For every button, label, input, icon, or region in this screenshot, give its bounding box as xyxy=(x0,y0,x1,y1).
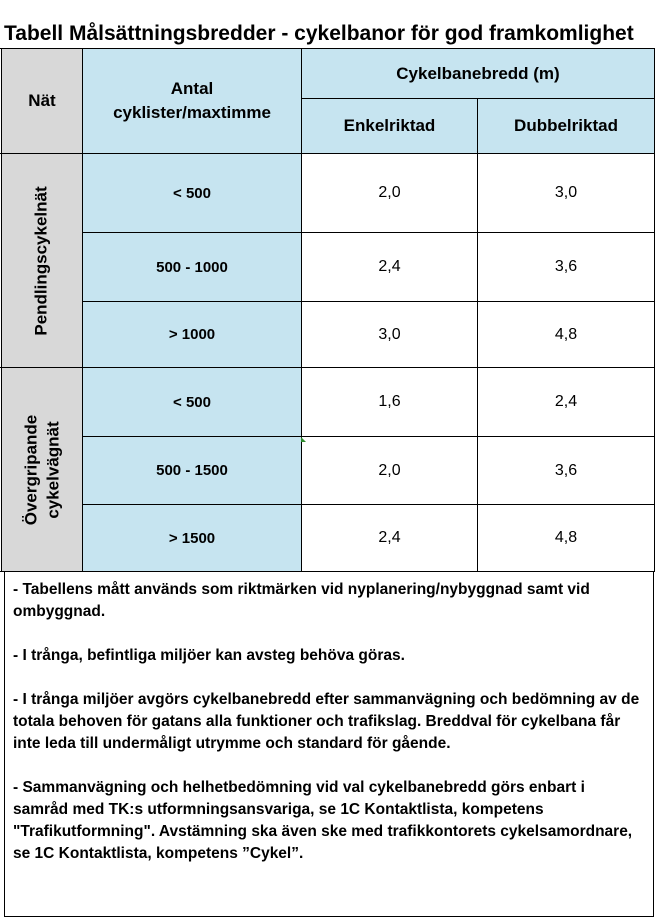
header-antal: Antal cyklister/maxtimme xyxy=(83,49,301,153)
grid-col xyxy=(82,48,83,572)
grid-col xyxy=(477,98,478,572)
row-enkel: 3,0 xyxy=(302,302,477,367)
row-dubbel: 3,0 xyxy=(478,154,654,232)
header-nat: Nät xyxy=(2,49,82,153)
row-dubbel: 3,6 xyxy=(478,233,654,301)
row-antal: > 1000 xyxy=(83,302,301,367)
row-enkel: 1,6 xyxy=(302,368,477,436)
group-pendling-label: Pendlingscykelnät xyxy=(32,185,51,336)
grid-left xyxy=(1,48,2,572)
header-cykelbanebredd: Cykelbanebredd (m) xyxy=(302,49,654,98)
row-antal: > 1500 xyxy=(83,505,301,571)
row-dubbel: 3,6 xyxy=(478,437,654,504)
header-enkelriktad: Enkelriktad xyxy=(302,99,477,153)
row-dubbel: 4,8 xyxy=(478,302,654,367)
grid-row xyxy=(82,232,655,233)
note-item: - I trånga, befintliga miljöer kan avsteg behöva göras. xyxy=(13,647,405,664)
row-antal: < 500 xyxy=(83,368,301,436)
row-enkel: 2,0 xyxy=(302,154,477,232)
grid-col xyxy=(301,48,302,572)
note-item: - Tabellens mått används som riktmärken vid nyplanering/nybyggnad samt vid ombyggnad. xyxy=(13,581,590,620)
group-overgripande-line2: cykelvägnät xyxy=(43,420,63,519)
grid-row xyxy=(82,504,655,505)
note-item: - Sammanvägning och helhetbedömning vid val cykelbanebredd görs enbart i samråd med TK:s utformningsansvariga, se 1C Kontaktlista, kompetens "Trafikutformning". Avstämning ska även ske med trafikkontorets cykelsamordnare, se 1C Kontaktlista, kompetens ”Cykel”. xyxy=(13,779,633,862)
group-overgripande-line1: Övergripande xyxy=(21,414,41,525)
grid-group-divider xyxy=(0,367,655,368)
grid-header-mid xyxy=(301,98,655,99)
grid-top xyxy=(0,48,655,49)
group-overgripande-label xyxy=(2,368,82,571)
row-antal: 500 - 1500 xyxy=(83,437,301,504)
row-antal: 500 - 1000 xyxy=(83,233,301,301)
grid-header-bottom xyxy=(0,153,655,154)
table-title: Tabell Målsättningsbredder - cykelbanor för god framkomlighet xyxy=(4,22,634,45)
row-dubbel: 4,8 xyxy=(478,505,654,571)
cell-comment-marker xyxy=(301,437,306,442)
grid-row xyxy=(82,436,655,437)
row-antal: < 500 xyxy=(83,154,301,232)
row-dubbel: 2,4 xyxy=(478,368,654,436)
note-item: - I trånga miljöer avgörs cykelbanebredd efter sammanvägning och bedömning av de totala behoven för gatans alla funktioner och trafikslag. Breddval för cykelbana får inte leda till undermåligt utrymme och standard för gående. xyxy=(13,691,640,752)
row-enkel: 2,0 xyxy=(302,437,477,504)
row-enkel: 2,4 xyxy=(302,233,477,301)
header-dubbelriktad: Dubbelriktad xyxy=(478,99,654,153)
notes-box xyxy=(4,571,654,917)
grid-row xyxy=(82,301,655,302)
row-enkel: 2,4 xyxy=(302,505,477,571)
